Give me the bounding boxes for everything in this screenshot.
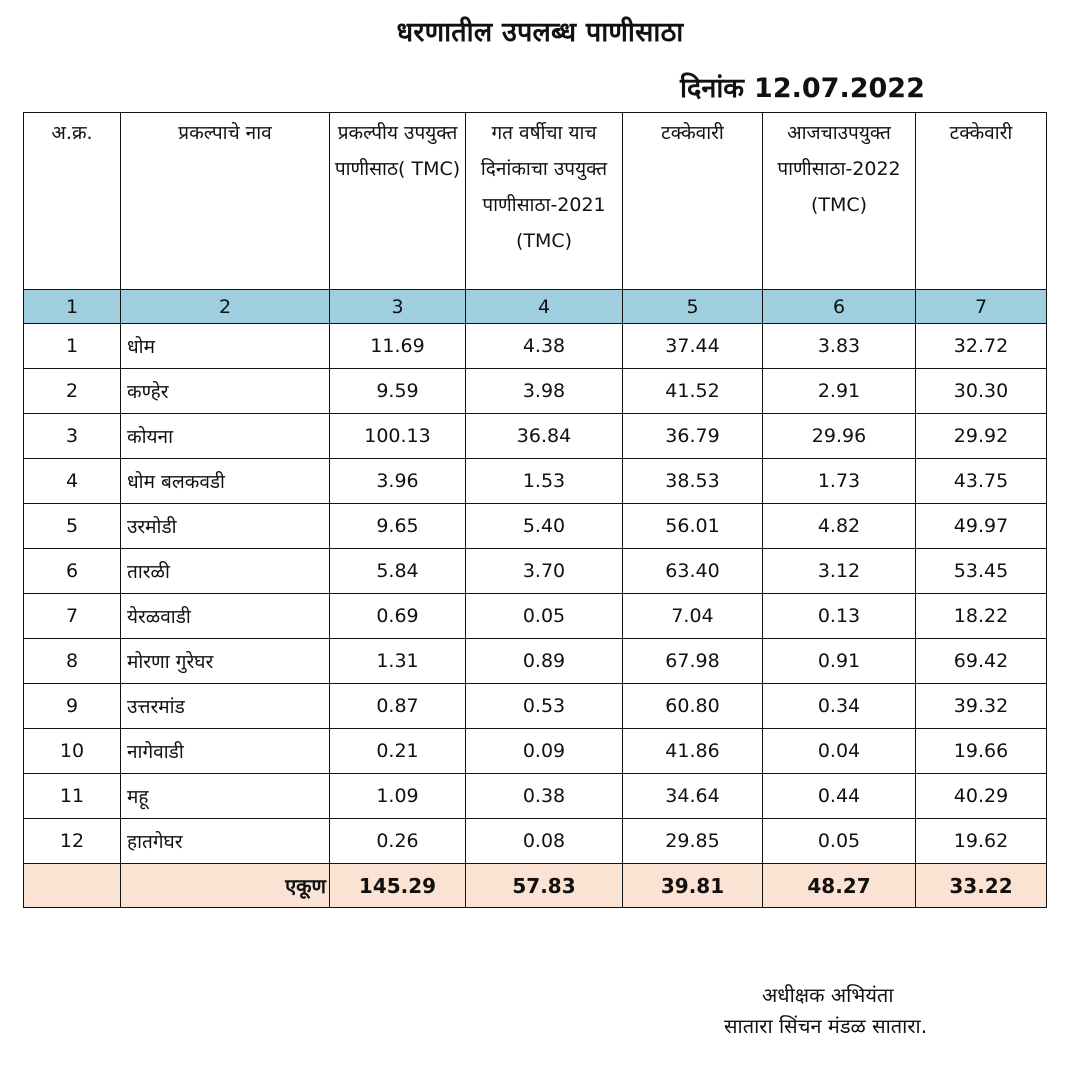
cell-percent-2021: 37.44 bbox=[623, 324, 763, 369]
cell-percent-2022: 19.66 bbox=[916, 729, 1047, 774]
cell-percent-2021: 41.86 bbox=[623, 729, 763, 774]
table-row bbox=[24, 369, 1047, 414]
cell-storage-2021: 0.08 bbox=[466, 819, 623, 864]
cell-serial: 12 bbox=[24, 819, 121, 864]
cell-serial: 11 bbox=[24, 774, 121, 819]
cell-storage-2022: 0.05 bbox=[763, 819, 916, 864]
cell-project-name: उत्तरमांड bbox=[121, 684, 330, 729]
cell-capacity: 3.96 bbox=[330, 459, 466, 504]
cell-project-name: नागेवाडी bbox=[121, 729, 330, 774]
signature-designation: अधीक्षक अभियंता bbox=[762, 983, 894, 1007]
cell-serial: 9 bbox=[24, 684, 121, 729]
cell-storage-2021: 36.84 bbox=[466, 414, 623, 459]
column-number: 6 bbox=[763, 290, 916, 324]
cell-capacity: 5.84 bbox=[330, 549, 466, 594]
cell-storage-2022: 0.13 bbox=[763, 594, 916, 639]
cell-percent-2021: 38.53 bbox=[623, 459, 763, 504]
cell-capacity: 11.69 bbox=[330, 324, 466, 369]
cell-percent-2022: 32.72 bbox=[916, 324, 1047, 369]
cell-project-name: धोम बलकवडी bbox=[121, 459, 330, 504]
cell-percent-2022: 40.29 bbox=[916, 774, 1047, 819]
cell-project-name: येरळवाडी bbox=[121, 594, 330, 639]
cell-storage-2022: 0.91 bbox=[763, 639, 916, 684]
column-number: 1 bbox=[24, 290, 121, 324]
column-number: 4 bbox=[466, 290, 623, 324]
cell-project-name: तारळी bbox=[121, 549, 330, 594]
header-storage-2022: आजचाउपयुक्त पाणीसाठा-2022 (TMC) bbox=[763, 113, 916, 290]
date-label: दिनांक bbox=[680, 73, 745, 104]
cell-percent-2022: 69.42 bbox=[916, 639, 1047, 684]
header-capacity: प्रकल्पीय उपयुक्त पाणीसाठ( TMC) bbox=[330, 113, 466, 290]
cell-serial: 2 bbox=[24, 369, 121, 414]
date-value: 12.07.2022 bbox=[754, 73, 925, 104]
cell-storage-2022: 2.91 bbox=[763, 369, 916, 414]
header-percent-2021: टक्केवारी bbox=[623, 113, 763, 290]
signature-block bbox=[690, 980, 990, 1042]
cell-capacity: 9.59 bbox=[330, 369, 466, 414]
cell-storage-2021: 3.98 bbox=[466, 369, 623, 414]
column-number: 5 bbox=[623, 290, 763, 324]
total-percent-2021: 39.81 bbox=[623, 864, 763, 908]
cell-percent-2021: 41.52 bbox=[623, 369, 763, 414]
cell-capacity: 9.65 bbox=[330, 504, 466, 549]
total-storage-2022: 48.27 bbox=[763, 864, 916, 908]
cell-project-name: महू bbox=[121, 774, 330, 819]
header-percent-2022: टक्केवारी bbox=[916, 113, 1047, 290]
table-row bbox=[24, 639, 1047, 684]
cell-storage-2021: 4.38 bbox=[466, 324, 623, 369]
header-project-name: प्रकल्पाचे नाव bbox=[121, 113, 330, 290]
cell-project-name: हातगेघर bbox=[121, 819, 330, 864]
cell-capacity: 100.13 bbox=[330, 414, 466, 459]
cell-storage-2021: 0.09 bbox=[466, 729, 623, 774]
cell-serial: 8 bbox=[24, 639, 121, 684]
cell-capacity: 1.09 bbox=[330, 774, 466, 819]
cell-serial: 1 bbox=[24, 324, 121, 369]
column-number: 2 bbox=[121, 290, 330, 324]
table-row bbox=[24, 684, 1047, 729]
report-date bbox=[680, 68, 925, 105]
cell-serial: 5 bbox=[24, 504, 121, 549]
cell-percent-2022: 30.30 bbox=[916, 369, 1047, 414]
dam-storage-table bbox=[23, 112, 1047, 908]
cell-percent-2022: 18.22 bbox=[916, 594, 1047, 639]
cell-storage-2021: 0.38 bbox=[466, 774, 623, 819]
cell-storage-2021: 0.53 bbox=[466, 684, 623, 729]
cell-storage-2022: 0.34 bbox=[763, 684, 916, 729]
cell-storage-2022: 0.44 bbox=[763, 774, 916, 819]
cell-storage-2022: 3.12 bbox=[763, 549, 916, 594]
table-row bbox=[24, 414, 1047, 459]
table-row bbox=[24, 324, 1047, 369]
cell-project-name: मोरणा गुरेघर bbox=[121, 639, 330, 684]
cell-capacity: 1.31 bbox=[330, 639, 466, 684]
cell-percent-2022: 39.32 bbox=[916, 684, 1047, 729]
cell-percent-2022: 49.97 bbox=[916, 504, 1047, 549]
column-number: 3 bbox=[330, 290, 466, 324]
table-row bbox=[24, 774, 1047, 819]
cell-percent-2021: 7.04 bbox=[623, 594, 763, 639]
cell-serial: 7 bbox=[24, 594, 121, 639]
cell-storage-2022: 3.83 bbox=[763, 324, 916, 369]
cell-storage-2021: 3.70 bbox=[466, 549, 623, 594]
table-row bbox=[24, 504, 1047, 549]
total-label: एकूण bbox=[121, 864, 330, 908]
cell-serial: 3 bbox=[24, 414, 121, 459]
cell-percent-2021: 60.80 bbox=[623, 684, 763, 729]
cell-serial: 4 bbox=[24, 459, 121, 504]
table-row bbox=[24, 594, 1047, 639]
table-row bbox=[24, 549, 1047, 594]
table-row bbox=[24, 459, 1047, 504]
table-header-row bbox=[24, 113, 1047, 290]
cell-percent-2021: 63.40 bbox=[623, 549, 763, 594]
cell-percent-2021: 67.98 bbox=[623, 639, 763, 684]
cell-storage-2021: 0.89 bbox=[466, 639, 623, 684]
total-capacity: 145.29 bbox=[330, 864, 466, 908]
cell-capacity: 0.87 bbox=[330, 684, 466, 729]
signature-office: सातारा सिंचन मंडळ सातारा. bbox=[724, 1014, 928, 1038]
cell-storage-2022: 4.82 bbox=[763, 504, 916, 549]
cell-capacity: 0.21 bbox=[330, 729, 466, 774]
cell-storage-2022: 29.96 bbox=[763, 414, 916, 459]
table-row bbox=[24, 729, 1047, 774]
cell-percent-2022: 19.62 bbox=[916, 819, 1047, 864]
total-percent-2022: 33.22 bbox=[916, 864, 1047, 908]
cell-project-name: कोयना bbox=[121, 414, 330, 459]
cell-percent-2021: 56.01 bbox=[623, 504, 763, 549]
cell-project-name: उरमोडी bbox=[121, 504, 330, 549]
cell-storage-2021: 1.53 bbox=[466, 459, 623, 504]
page-title: धरणातील उपलब्ध पाणीसाठा bbox=[396, 17, 684, 48]
cell-serial: 6 bbox=[24, 549, 121, 594]
cell-storage-2021: 5.40 bbox=[466, 504, 623, 549]
cell-storage-2022: 1.73 bbox=[763, 459, 916, 504]
cell-project-name: धोम bbox=[121, 324, 330, 369]
total-storage-2021: 57.83 bbox=[466, 864, 623, 908]
header-serial: अ.क्र. bbox=[24, 113, 121, 290]
cell-serial: 10 bbox=[24, 729, 121, 774]
cell-percent-2021: 34.64 bbox=[623, 774, 763, 819]
cell-percent-2021: 29.85 bbox=[623, 819, 763, 864]
cell-storage-2021: 0.05 bbox=[466, 594, 623, 639]
cell-percent-2022: 29.92 bbox=[916, 414, 1047, 459]
table-row bbox=[24, 819, 1047, 864]
cell-percent-2022: 53.45 bbox=[916, 549, 1047, 594]
header-storage-2021: गत वर्षीचा याच दिनांकाचा उपयुक्त पाणीसाठा-2021 (TMC) bbox=[466, 113, 623, 290]
cell-storage-2022: 0.04 bbox=[763, 729, 916, 774]
total-row bbox=[24, 864, 1047, 908]
column-number: 7 bbox=[916, 290, 1047, 324]
cell-percent-2022: 43.75 bbox=[916, 459, 1047, 504]
cell-capacity: 0.26 bbox=[330, 819, 466, 864]
cell-percent-2021: 36.79 bbox=[623, 414, 763, 459]
cell-project-name: कण्हेर bbox=[121, 369, 330, 414]
column-number-row bbox=[24, 290, 1047, 324]
cell-total-empty bbox=[24, 864, 121, 908]
cell-capacity: 0.69 bbox=[330, 594, 466, 639]
